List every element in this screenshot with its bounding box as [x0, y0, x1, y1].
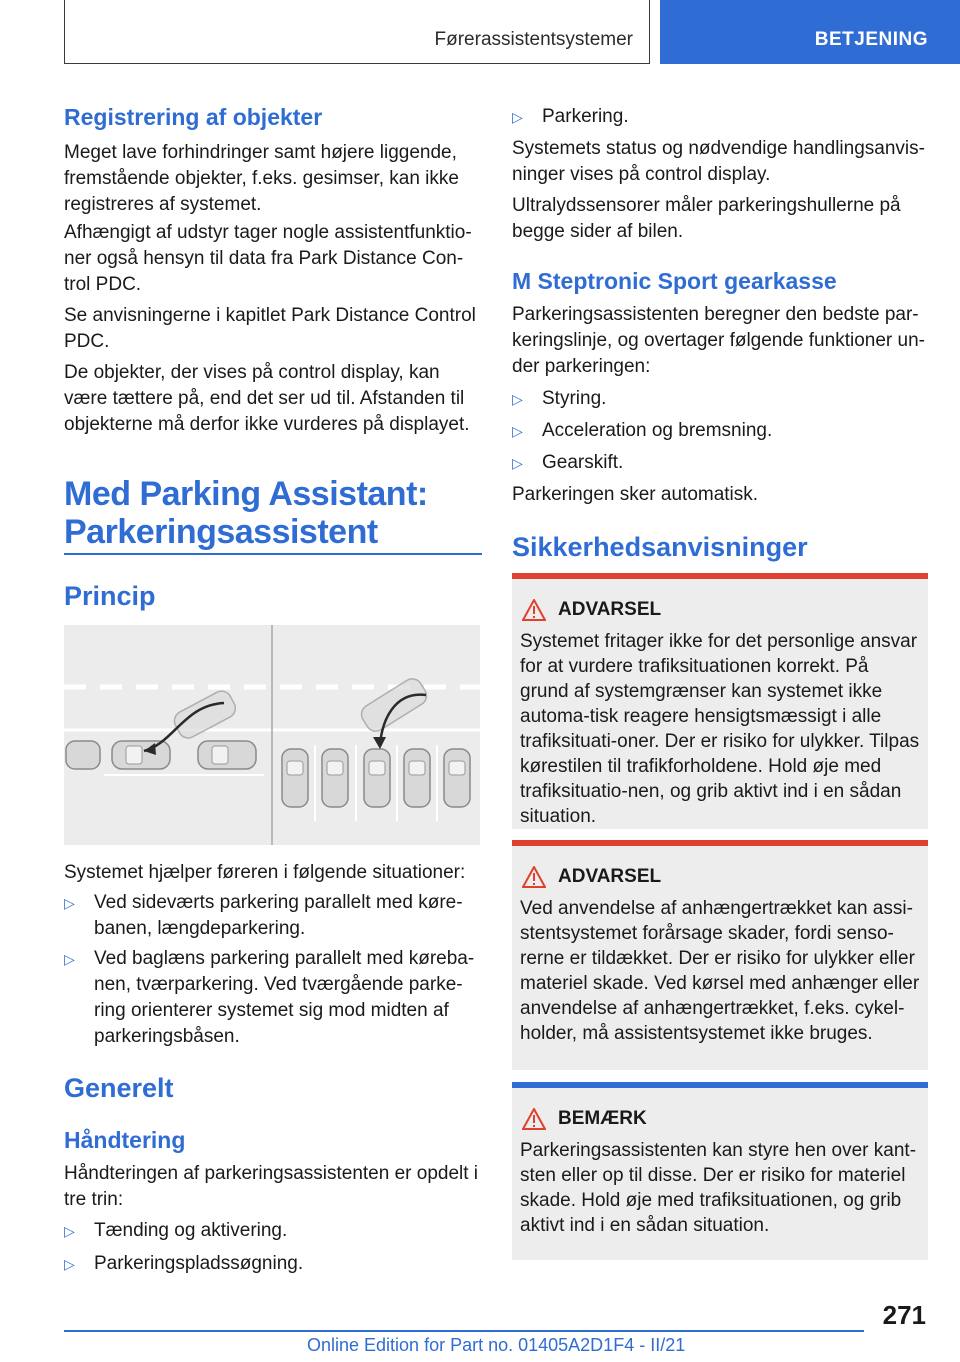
header-chapter-title: BETJENING — [814, 29, 928, 50]
bullet-triangle-icon: ▷ — [512, 423, 523, 439]
footer-rule — [64, 1330, 864, 1332]
paragraph: Ultralydssensorer måler parkeringshullerne på begge sider af bilen. — [512, 195, 901, 242]
bullet-triangle-icon: ▷ — [512, 391, 523, 407]
warning-text: Systemet fritager ikke for det personlige ansvar for at vurdere trafiksituationen korrekt. På grund af systemgrænser kan systemet ikke automa-tisk reagere hensigtsmæssigt i alle trafiksituati-oner. Der er risiko for ulykker. Tilpas kørestilen til trafikforholdene. Hold øje med trafiksituatio-nen, og grib aktivt ind i en sådan situation. — [520, 631, 920, 827]
notice-title: BEMÆRK — [558, 1108, 647, 1129]
paragraph: Parkeringsassistenten beregner den bedste par-keringslinje, og overtager følgende funktioner un-der parkeringen: — [512, 304, 925, 377]
footer-edition: Online Edition for Part no. 01405A2D1F4 - II/21 — [307, 1335, 686, 1355]
header-chapter-tab — [660, 0, 960, 64]
header-section-tab — [64, 0, 650, 64]
notice-bar — [512, 1082, 928, 1088]
notice-box — [512, 1082, 928, 1260]
list-item: ▷ Parkering. — [512, 104, 928, 130]
paragraph: Systemets status og nødvendige handlingsanvis-ninger vises på control display. — [512, 138, 925, 185]
paragraph: Håndteringen af parkeringsassistenten er opdelt i tre trin: — [64, 1163, 479, 1210]
notice-text: Parkeringsassistenten kan styre hen over kant-sten eller op til disse. Der er risiko for materiel skade. Hold øje med trafiksituationen, og grib aktivt ind i en sådan situation. — [520, 1140, 917, 1236]
list-item: ▷ Parkeringspladssøgning. — [64, 1251, 482, 1277]
heading-generelt: Generelt — [64, 1073, 174, 1103]
header-section-title: Førerassistentsystemer — [434, 29, 633, 50]
heading-steptronic: M Steptronic Sport gearkasse — [512, 268, 837, 294]
heading-registrering: Registrering af objekter — [64, 104, 323, 130]
list-item: ▷ Gearskift. — [512, 450, 928, 476]
bullet-triangle-icon: ▷ — [64, 951, 75, 967]
warning-box — [512, 573, 928, 829]
paragraph: Se anvisningerne i kapitlet Park Distance Control PDC. — [64, 305, 476, 352]
list-item: ▷ Tænding og aktivering. — [64, 1218, 482, 1244]
paragraph: De objekter, der vises på control display, kan være tættere på, end det ser ud til. Afstanden til objekterne må derfor ikke vurderes på displayet. — [64, 362, 470, 435]
list-item: ▷ Styring. — [512, 386, 928, 412]
chapter-title-rule — [64, 553, 482, 555]
bullet-triangle-icon: ▷ — [64, 895, 75, 911]
bullet-triangle-icon: ▷ — [64, 1223, 75, 1239]
parking-illustration — [64, 625, 480, 845]
paragraph: Afhængigt af udstyr tager nogle assistentfunktio-ner også hensyn til data fra Park Distance Con-trol PDC. — [64, 222, 472, 295]
paragraph: Systemet hjælper føreren i følgende situationer: — [64, 862, 466, 883]
paragraph: Meget lave forhindringer samt højere liggende, fremstående objekter, f.eks. gesimser, kan ikke registreres af systemet. — [64, 142, 459, 215]
list-item: ▷ Ved sideværts parkering parallelt med køre-banen, længdeparkering. — [64, 892, 463, 939]
paragraph: Parkeringen sker automatisk. — [512, 484, 759, 505]
list-item: ▷ Acceleration og bremsning. — [512, 418, 928, 444]
warning-box — [512, 840, 928, 1070]
bullet-triangle-icon: ▷ — [512, 455, 523, 471]
warning-triangle-icon — [522, 599, 546, 621]
warning-bar — [512, 573, 928, 579]
page-number: 271 — [882, 1300, 926, 1330]
list-item: ▷ Ved baglæns parkering parallelt med køreba-nen, tværparkering. Ved tværgående parke-ring orienterer systemet sig mod midten af parkeringsbåsen. — [64, 948, 475, 1047]
warning-title: ADVARSEL — [558, 599, 662, 620]
chapter-title-line-2: Parkeringsassistent — [64, 513, 378, 551]
warning-triangle-icon — [522, 866, 546, 888]
heading-princip: Princip — [64, 581, 156, 611]
warning-title: ADVARSEL — [558, 866, 662, 887]
warning-bar — [512, 840, 928, 846]
notice-triangle-icon — [522, 1108, 546, 1130]
heading-handtering: Håndtering — [64, 1127, 186, 1153]
heading-sikkerhed: Sikkerhedsanvisninger — [512, 532, 808, 562]
chapter-title-line-1: Med Parking Assistant: — [64, 475, 428, 513]
bullet-triangle-icon: ▷ — [512, 109, 523, 125]
warning-text: Ved anvendelse af anhængertrækket kan assi-stentsystemet forårsage skader, fordi senso-rerne er tildækket. Der er risiko for ulykker eller materiel skade. Ved kørsel med anhænger eller anvendelse af anhængertrækket, f.eks. cykel-holder, må assistentsystemet ikke bruges. — [520, 898, 920, 1044]
bullet-triangle-icon: ▷ — [64, 1256, 75, 1272]
